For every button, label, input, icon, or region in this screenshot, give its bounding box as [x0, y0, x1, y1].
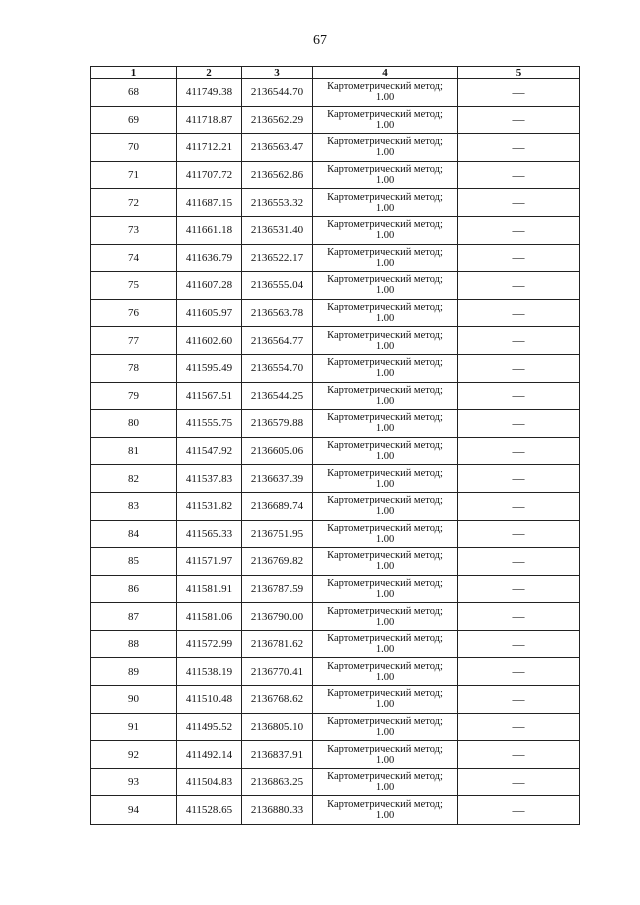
description-cell: —: [458, 575, 580, 603]
coordinate-y-cell: 2136544.25: [242, 382, 313, 410]
coordinate-y-cell: 2136555.04: [242, 272, 313, 300]
coordinate-x-cell: 411555.75: [177, 410, 242, 438]
point-number-cell: 68: [91, 79, 177, 107]
description-cell: —: [458, 161, 580, 189]
coordinate-y-cell: 2136768.62: [242, 686, 313, 714]
method-accuracy: 1.00: [375, 699, 395, 711]
coordinate-y-cell: 2136563.78: [242, 299, 313, 327]
point-number-cell: 69: [91, 106, 177, 134]
column-header-5: 5: [458, 67, 580, 79]
description-cell: —: [458, 548, 580, 576]
coordinate-x-cell: 411537.83: [177, 465, 242, 493]
coordinate-x-cell: 411495.52: [177, 713, 242, 741]
method-accuracy: 1.00: [375, 754, 395, 766]
coordinate-x-cell: 411661.18: [177, 216, 242, 244]
method-accuracy: 1.00: [375, 395, 395, 407]
coordinate-y-cell: 2136522.17: [242, 244, 313, 272]
method-accuracy: 1.00: [375, 423, 395, 435]
method-cell: [313, 216, 458, 244]
table-row: [91, 79, 580, 107]
description-cell: —: [458, 658, 580, 686]
method-name: Картометрический метод;: [327, 357, 443, 369]
method-cell: [313, 741, 458, 769]
method-cell: [313, 658, 458, 686]
coordinate-x-cell: 411602.60: [177, 327, 242, 355]
table-body: [91, 79, 580, 825]
coordinate-x-cell: 411565.33: [177, 520, 242, 548]
method-accuracy: 1.00: [375, 230, 395, 242]
coordinate-y-cell: 2136770.41: [242, 658, 313, 686]
coordinate-y-cell: 2136863.25: [242, 768, 313, 796]
method-name: Картометрический метод;: [327, 715, 443, 727]
coordinate-y-cell: 2136805.10: [242, 713, 313, 741]
point-number-cell: 75: [91, 272, 177, 300]
coordinate-x-cell: 411687.15: [177, 189, 242, 217]
method-name: Картометрический метод;: [327, 550, 443, 562]
point-number-cell: 85: [91, 548, 177, 576]
coordinate-y-cell: 2136531.40: [242, 216, 313, 244]
coordinate-y-cell: 2136787.59: [242, 575, 313, 603]
method-name: Картометрический метод;: [327, 799, 443, 811]
method-name: Картометрический метод;: [327, 688, 443, 700]
description-cell: —: [458, 796, 580, 825]
method-cell: [313, 410, 458, 438]
description-cell: —: [458, 134, 580, 162]
description-cell: —: [458, 437, 580, 465]
table-row: [91, 189, 580, 217]
coordinate-x-cell: 411528.65: [177, 796, 242, 825]
point-number-cell: 92: [91, 741, 177, 769]
point-number-cell: 84: [91, 520, 177, 548]
table-row: [91, 741, 580, 769]
point-number-cell: 73: [91, 216, 177, 244]
point-number-cell: 81: [91, 437, 177, 465]
point-number-cell: 90: [91, 686, 177, 714]
method-name: Картометрический метод;: [327, 274, 443, 286]
coordinate-y-cell: 2136880.33: [242, 796, 313, 825]
method-cell: [313, 465, 458, 493]
point-number-cell: 93: [91, 768, 177, 796]
method-cell: [313, 520, 458, 548]
point-number-cell: 88: [91, 630, 177, 658]
table-row: [91, 492, 580, 520]
table-row: [91, 161, 580, 189]
method-accuracy: 1.00: [375, 588, 395, 600]
method-cell: [313, 106, 458, 134]
coordinate-y-cell: 2136790.00: [242, 603, 313, 631]
point-number-cell: 80: [91, 410, 177, 438]
description-cell: —: [458, 492, 580, 520]
method-cell: [313, 575, 458, 603]
point-number-cell: 76: [91, 299, 177, 327]
point-number-cell: 71: [91, 161, 177, 189]
description-cell: —: [458, 603, 580, 631]
column-header-1: 1: [91, 67, 177, 79]
coordinate-y-cell: 2136563.47: [242, 134, 313, 162]
method-accuracy: 1.00: [375, 810, 395, 822]
method-cell: [313, 161, 458, 189]
coordinate-x-cell: 411607.28: [177, 272, 242, 300]
table-row: [91, 134, 580, 162]
coordinate-y-cell: 2136769.82: [242, 548, 313, 576]
table-row: [91, 465, 580, 493]
coordinate-x-cell: 411581.91: [177, 575, 242, 603]
method-accuracy: 1.00: [375, 644, 395, 656]
method-cell: [313, 189, 458, 217]
table-row: [91, 658, 580, 686]
method-name: Картометрический метод;: [327, 246, 443, 258]
coordinate-y-cell: 2136564.77: [242, 327, 313, 355]
method-cell: [313, 796, 458, 825]
table-header-row: [91, 67, 580, 79]
method-accuracy: 1.00: [375, 313, 395, 325]
method-accuracy: 1.00: [375, 368, 395, 380]
column-header-2: 2: [177, 67, 242, 79]
table-row: [91, 768, 580, 796]
method-cell: [313, 630, 458, 658]
table-row: [91, 327, 580, 355]
coordinate-x-cell: 411572.99: [177, 630, 242, 658]
coordinate-y-cell: 2136554.70: [242, 354, 313, 382]
description-cell: —: [458, 216, 580, 244]
description-cell: —: [458, 382, 580, 410]
coordinate-x-cell: 411547.92: [177, 437, 242, 465]
method-name: Картометрический метод;: [327, 191, 443, 203]
coordinate-y-cell: 2136553.32: [242, 189, 313, 217]
coordinate-x-cell: 411595.49: [177, 354, 242, 382]
method-accuracy: 1.00: [375, 506, 395, 518]
coordinate-y-cell: 2136689.74: [242, 492, 313, 520]
table-row: [91, 603, 580, 631]
coordinate-x-cell: 411707.72: [177, 161, 242, 189]
description-cell: —: [458, 630, 580, 658]
description-cell: —: [458, 713, 580, 741]
coordinate-x-cell: 411492.14: [177, 741, 242, 769]
method-name: Картометрический метод;: [327, 219, 443, 231]
point-number-cell: 77: [91, 327, 177, 355]
coordinate-y-cell: 2136544.70: [242, 79, 313, 107]
point-number-cell: 91: [91, 713, 177, 741]
method-accuracy: 1.00: [375, 92, 395, 104]
table-row: [91, 244, 580, 272]
table-row: [91, 272, 580, 300]
method-accuracy: 1.00: [375, 451, 395, 463]
method-accuracy: 1.00: [375, 782, 395, 794]
coordinate-y-cell: 2136562.86: [242, 161, 313, 189]
method-accuracy: 1.00: [375, 257, 395, 269]
point-number-cell: 74: [91, 244, 177, 272]
method-name: Картометрический метод;: [327, 660, 443, 672]
method-name: Картометрический метод;: [327, 771, 443, 783]
coordinate-y-cell: 2136579.88: [242, 410, 313, 438]
coordinate-x-cell: 411504.83: [177, 768, 242, 796]
table-row: [91, 548, 580, 576]
coordinates-table: [90, 66, 580, 825]
point-number-cell: 94: [91, 796, 177, 825]
coordinate-x-cell: 411605.97: [177, 299, 242, 327]
description-cell: —: [458, 327, 580, 355]
table-row: [91, 216, 580, 244]
description-cell: —: [458, 686, 580, 714]
method-cell: [313, 713, 458, 741]
method-cell: [313, 768, 458, 796]
method-name: Картометрический метод;: [327, 329, 443, 341]
coordinate-x-cell: 411581.06: [177, 603, 242, 631]
description-cell: —: [458, 520, 580, 548]
coordinate-x-cell: 411571.97: [177, 548, 242, 576]
method-name: Картометрический метод;: [327, 495, 443, 507]
table-row: [91, 354, 580, 382]
method-name: Картометрический метод;: [327, 633, 443, 645]
table-row: [91, 796, 580, 825]
description-cell: —: [458, 244, 580, 272]
coordinate-x-cell: 411538.19: [177, 658, 242, 686]
coordinate-y-cell: 2136781.62: [242, 630, 313, 658]
method-accuracy: 1.00: [375, 533, 395, 545]
table-row: [91, 106, 580, 134]
method-cell: [313, 548, 458, 576]
method-cell: [313, 437, 458, 465]
description-cell: —: [458, 299, 580, 327]
method-cell: [313, 492, 458, 520]
method-name: Картометрический метод;: [327, 81, 443, 93]
coordinate-x-cell: 411718.87: [177, 106, 242, 134]
method-cell: [313, 354, 458, 382]
method-name: Картометрический метод;: [327, 522, 443, 534]
method-cell: [313, 244, 458, 272]
coordinate-x-cell: 411712.21: [177, 134, 242, 162]
method-accuracy: 1.00: [375, 726, 395, 738]
description-cell: —: [458, 354, 580, 382]
page-number: 67: [313, 33, 327, 48]
method-cell: [313, 603, 458, 631]
table-row: [91, 299, 580, 327]
coordinate-x-cell: 411510.48: [177, 686, 242, 714]
method-name: Картометрический метод;: [327, 302, 443, 314]
method-accuracy: 1.00: [375, 561, 395, 573]
method-name: Картометрический метод;: [327, 743, 443, 755]
point-number-cell: 70: [91, 134, 177, 162]
description-cell: —: [458, 410, 580, 438]
table-row: [91, 520, 580, 548]
method-cell: [313, 327, 458, 355]
description-cell: —: [458, 741, 580, 769]
table-row: [91, 686, 580, 714]
method-cell: [313, 686, 458, 714]
column-header-4: 4: [313, 67, 458, 79]
method-cell: [313, 134, 458, 162]
method-name: Картометрический метод;: [327, 605, 443, 617]
method-cell: [313, 272, 458, 300]
method-accuracy: 1.00: [375, 671, 395, 683]
coordinate-y-cell: 2136837.91: [242, 741, 313, 769]
description-cell: —: [458, 189, 580, 217]
table-row: [91, 410, 580, 438]
method-accuracy: 1.00: [375, 616, 395, 628]
method-name: Картометрический метод;: [327, 384, 443, 396]
method-accuracy: 1.00: [375, 478, 395, 490]
coordinate-x-cell: 411531.82: [177, 492, 242, 520]
coordinate-y-cell: 2136751.95: [242, 520, 313, 548]
coordinate-x-cell: 411567.51: [177, 382, 242, 410]
method-cell: [313, 299, 458, 327]
method-name: Картометрический метод;: [327, 577, 443, 589]
method-accuracy: 1.00: [375, 119, 395, 131]
description-cell: —: [458, 106, 580, 134]
point-number-cell: 87: [91, 603, 177, 631]
table-row: [91, 382, 580, 410]
point-number-cell: 79: [91, 382, 177, 410]
method-accuracy: 1.00: [375, 147, 395, 159]
point-number-cell: 72: [91, 189, 177, 217]
method-cell: [313, 79, 458, 107]
method-name: Картометрический метод;: [327, 108, 443, 120]
method-name: Картометрический метод;: [327, 412, 443, 424]
description-cell: —: [458, 465, 580, 493]
point-number-cell: 83: [91, 492, 177, 520]
column-header-3: 3: [242, 67, 313, 79]
point-number-cell: 86: [91, 575, 177, 603]
method-accuracy: 1.00: [375, 175, 395, 187]
point-number-cell: 82: [91, 465, 177, 493]
point-number-cell: 89: [91, 658, 177, 686]
coordinate-y-cell: 2136562.29: [242, 106, 313, 134]
coordinate-x-cell: 411636.79: [177, 244, 242, 272]
coordinate-x-cell: 411749.38: [177, 79, 242, 107]
table-row: [91, 437, 580, 465]
description-cell: —: [458, 272, 580, 300]
point-number-cell: 78: [91, 354, 177, 382]
table-row: [91, 630, 580, 658]
method-name: Картометрический метод;: [327, 467, 443, 479]
method-name: Картометрический метод;: [327, 136, 443, 148]
table-row: [91, 713, 580, 741]
method-accuracy: 1.00: [375, 285, 395, 297]
method-name: Картометрический метод;: [327, 164, 443, 176]
table-row: [91, 575, 580, 603]
coordinate-y-cell: 2136605.06: [242, 437, 313, 465]
coordinate-y-cell: 2136637.39: [242, 465, 313, 493]
method-accuracy: 1.00: [375, 202, 395, 214]
method-name: Картометрический метод;: [327, 440, 443, 452]
method-accuracy: 1.00: [375, 340, 395, 352]
description-cell: —: [458, 768, 580, 796]
description-cell: —: [458, 79, 580, 107]
method-cell: [313, 382, 458, 410]
